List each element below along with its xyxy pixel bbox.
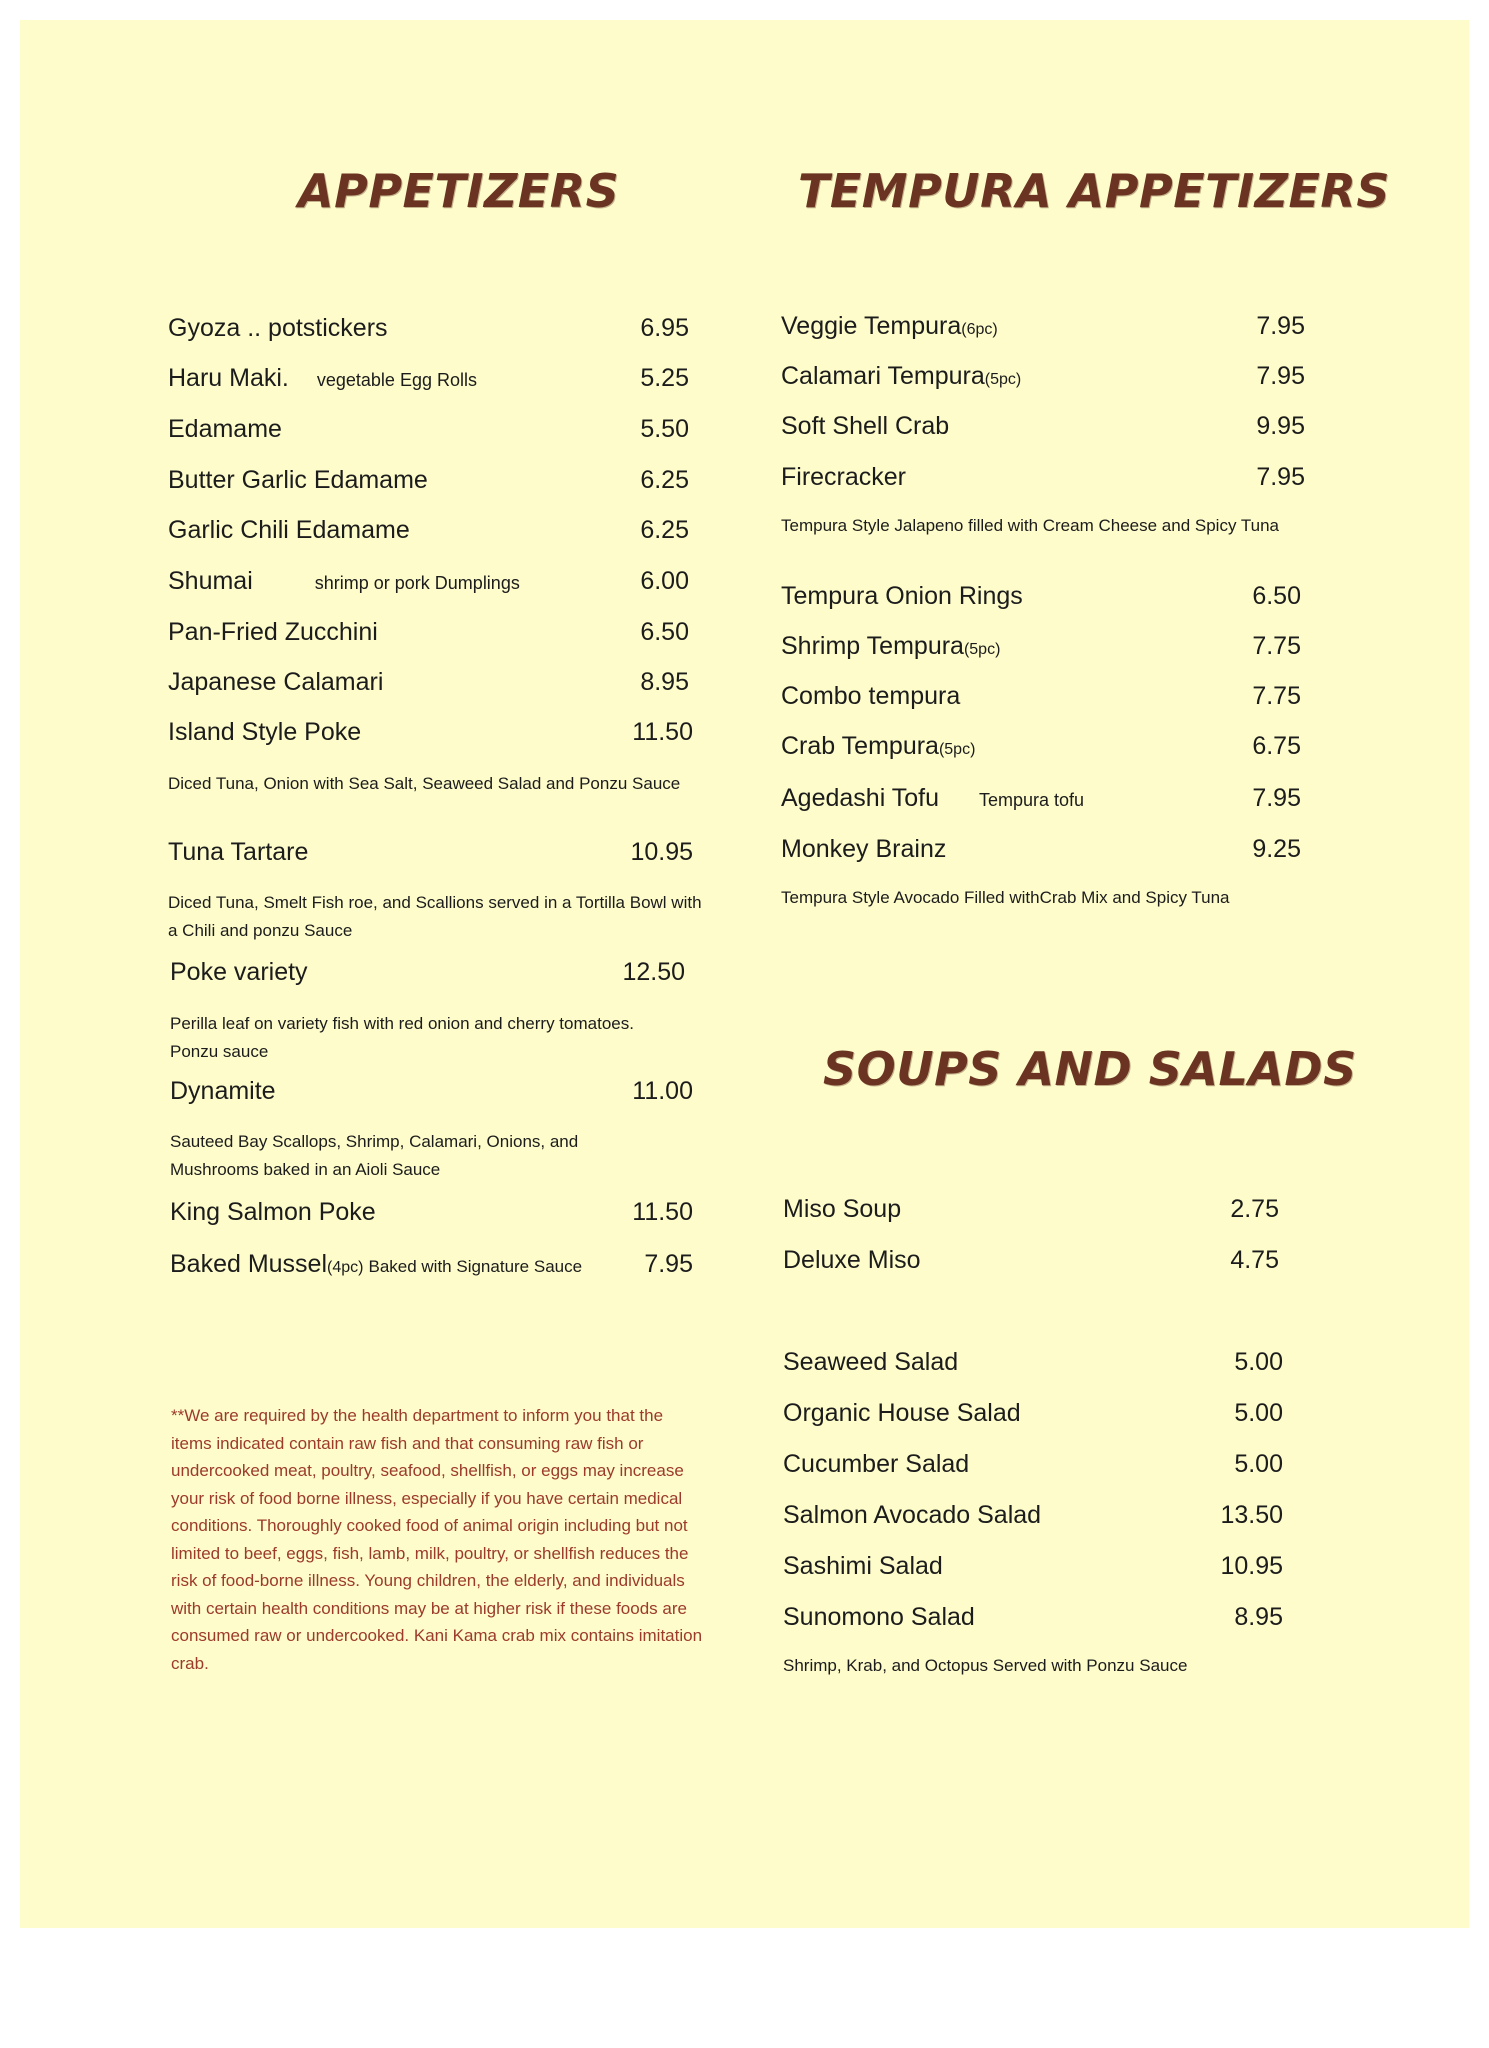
menu-item-sunomono-salad: Sunomono Salad 8.95 <box>783 1603 1283 1631</box>
menu-item-gyoza: Gyoza .. potstickers 6.95 <box>168 314 689 342</box>
menu-item-shrimp-tempura: Shrimp Tempura (5pc) 7.75 <box>781 632 1301 660</box>
menu-item-organic-house-salad: Organic House Salad 5.00 <box>783 1399 1283 1427</box>
menu-item-japanese-calamari: Japanese Calamari 8.95 <box>168 668 689 696</box>
menu-item-king-salmon-poke: King Salmon Poke 11.50 <box>170 1198 693 1226</box>
item-description: Tempura Style Avocado Filled withCrab Mix and Spicy Tuna <box>781 888 1230 907</box>
menu-item-miso-soup: Miso Soup 2.75 <box>783 1195 1279 1223</box>
menu-item-haru-maki: Haru Maki. vegetable Egg Rolls 5.25 <box>168 364 689 392</box>
menu-item-pan-fried-zucchini: Pan-Fried Zucchini 6.50 <box>168 618 689 646</box>
health-department-notice: **We are required by the health department to inform you that the items indicated contain raw fish and that consuming raw fish or undercooked meat, poultry, seafood, shellfish, or eggs may increase your risk of food borne illness, especially if you have certain medical conditions. Thoroughly cooked food of animal origin including but not limited to beef, eggs, fish, lamb, milk, poultry, or shellfish reduces the risk of food-borne illness. Young children, the elderly, and individuals with certain health conditions may be at higher risk if these foods are consumed raw or undercooked. Kani Kama crab mix contains imitation crab. <box>171 1406 703 1673</box>
menu-item-firecracker: Firecracker 7.95 <box>781 463 1305 491</box>
item-description: Shrimp, Krab, and Octopus Served with Ponzu Sauce <box>783 1656 1188 1675</box>
soups-and-salads-heading: SOUPS AND SALADS <box>823 1042 1357 1096</box>
menu-item-soft-shell-crab: Soft Shell Crab 9.95 <box>781 412 1305 440</box>
menu-item-agedashi-tofu: Agedashi Tofu Tempura tofu 7.95 <box>781 784 1301 812</box>
appetizers-heading: APPETIZERS <box>298 164 620 218</box>
menu-item-crab-tempura: Crab Tempura (5pc) 6.75 <box>781 732 1301 760</box>
menu-item-deluxe-miso: Deluxe Miso 4.75 <box>783 1246 1279 1274</box>
item-description: Diced Tuna, Smelt Fish roe, and Scallions served in a Tortilla Bowl with a Chili and ponzu Sauce <box>168 893 702 940</box>
menu-item-calamari-tempura: Calamari Tempura (5pc) 7.95 <box>781 362 1305 390</box>
menu-item-veggie-tempura: Veggie Tempura (6pc) 7.95 <box>781 312 1305 340</box>
menu-item-island-style-poke: Island Style Poke 11.50 <box>168 718 693 746</box>
menu-item-garlic-chili-edamame: Garlic Chili Edamame 6.25 <box>168 516 689 544</box>
menu-item-poke-variety: Poke variety 12.50 <box>170 958 685 986</box>
item-description: Tempura Style Jalapeno filled with Cream Cheese and Spicy Tuna <box>781 516 1279 535</box>
menu-item-cucumber-salad: Cucumber Salad 5.00 <box>783 1450 1283 1478</box>
menu-item-monkey-brainz: Monkey Brainz 9.25 <box>781 835 1301 863</box>
item-description: Diced Tuna, Onion with Sea Salt, Seaweed Salad and Ponzu Sauce <box>168 774 681 793</box>
menu-item-butter-garlic-edamame: Butter Garlic Edamame 6.25 <box>168 466 689 494</box>
tempura-appetizers-heading: TEMPURA APPETIZERS <box>798 164 1390 218</box>
menu-item-salmon-avocado-salad: Salmon Avocado Salad 13.50 <box>783 1501 1283 1529</box>
item-description: Perilla leaf on variety fish with red onion and cherry tomatoes. Ponzu sauce <box>170 1014 634 1061</box>
menu-item-tuna-tartare: Tuna Tartare 10.95 <box>168 838 693 866</box>
menu-item-edamame: Edamame 5.50 <box>168 415 689 443</box>
menu-item-dynamite: Dynamite 11.00 <box>170 1077 693 1105</box>
menu-item-combo-tempura: Combo tempura 7.75 <box>781 682 1301 710</box>
menu-item-shumai: Shumai shrimp or pork Dumplings 6.00 <box>168 567 689 595</box>
menu-item-seaweed-salad: Seaweed Salad 5.00 <box>783 1348 1283 1376</box>
menu-item-sashimi-salad: Sashimi Salad 10.95 <box>783 1552 1283 1580</box>
menu-item-tempura-onion-rings: Tempura Onion Rings 6.50 <box>781 582 1301 610</box>
item-description: Sauteed Bay Scallops, Shrimp, Calamari, Onions, and Mushrooms baked in an Aioli Sauce <box>170 1132 579 1179</box>
menu-item-baked-mussel: Baked Mussel (4pc) Baked with Signature Sauce 7.95 <box>170 1250 693 1278</box>
